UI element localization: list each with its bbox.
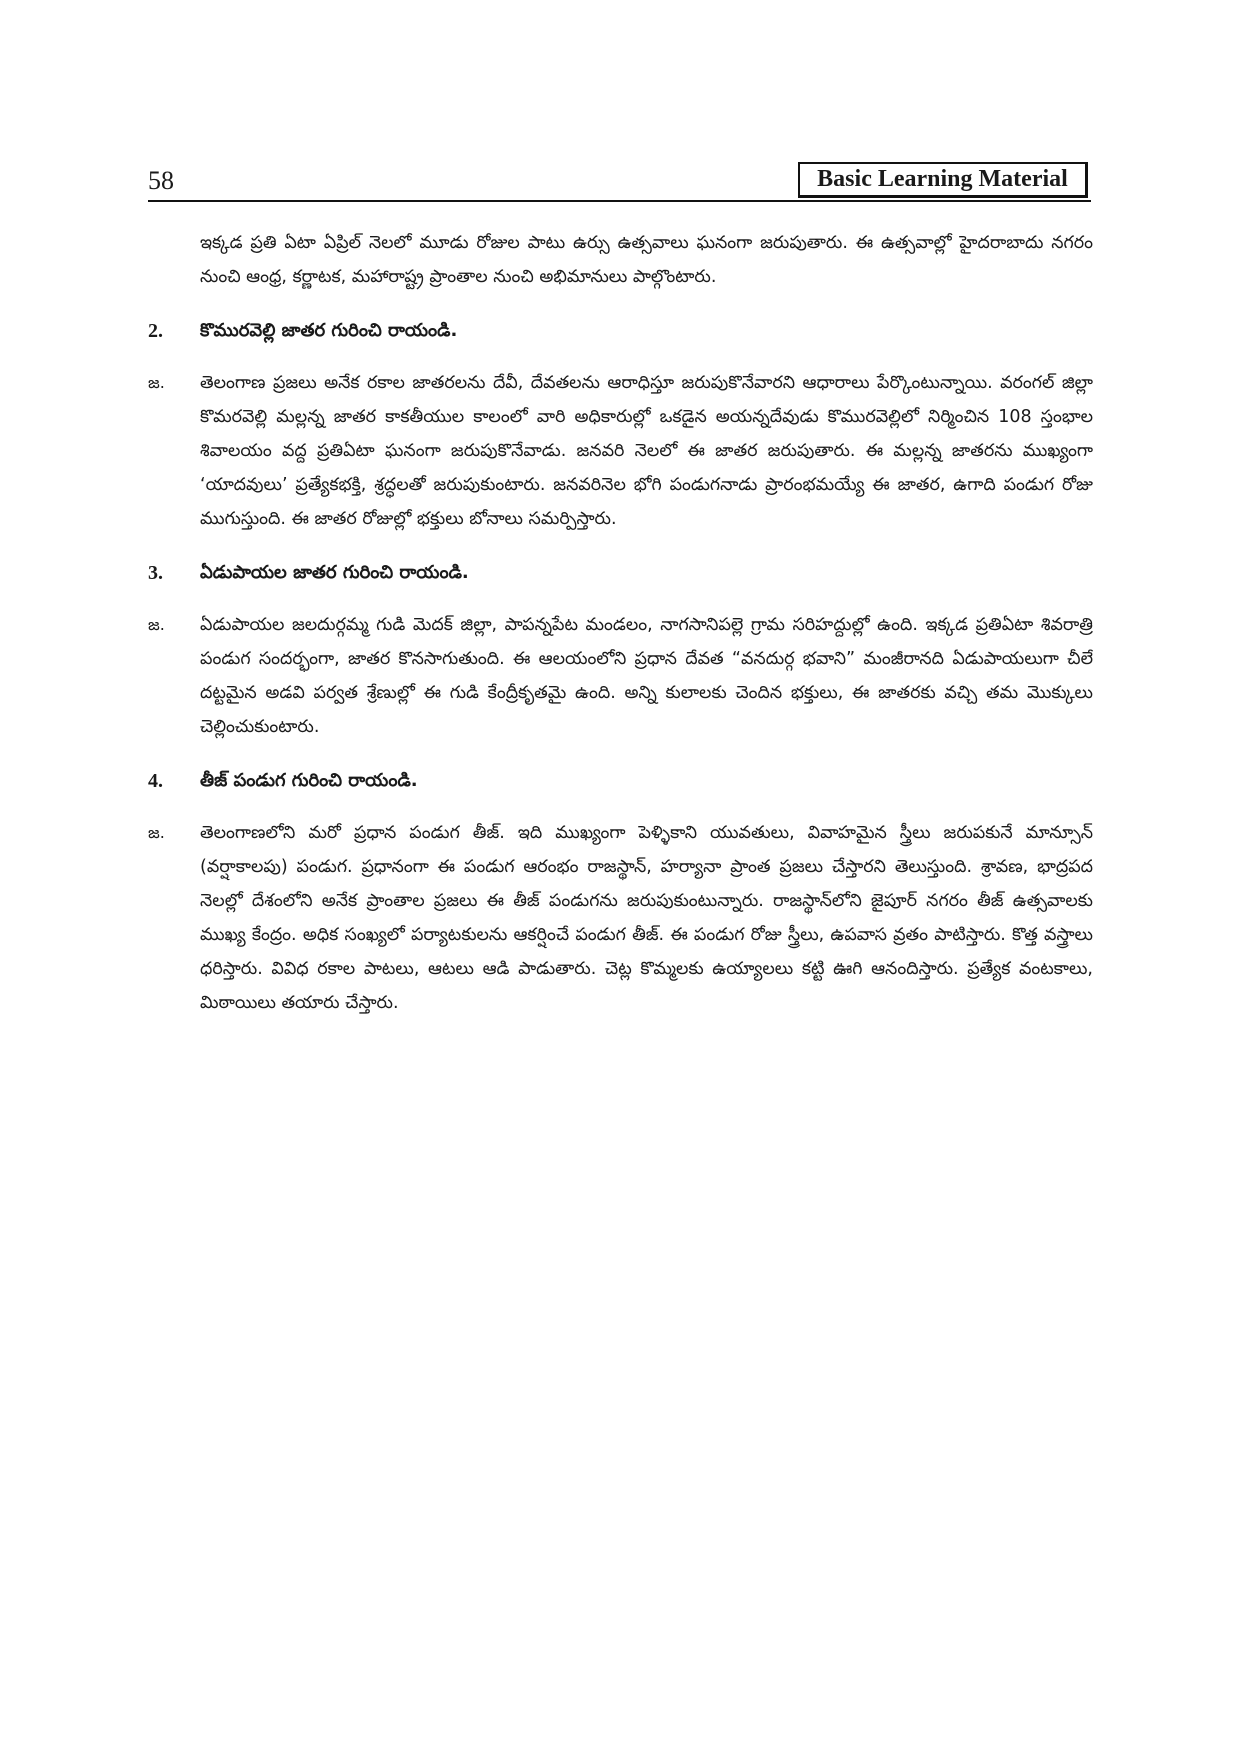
answer-marker: జ. [148, 373, 165, 392]
header-rule [148, 200, 1091, 202]
answer-4 [148, 816, 1093, 1020]
header-title: Basic Learning Material [817, 166, 1068, 192]
answer-text: తెలంగాణలోని మరో ప్రధాన పండుగ తీజ్. ఇది ముఖ్యంగా పెళ్ళికాని యువతులు, వివాహమైన స్త్రీలు జరుపకునే మాన్సూన్ (వర్షాకాలపు) పండుగ. ప్రధానంగా ఈ పండుగ ఆరంభం రాజస్థాన్, హర్యానా ప్రాంత ప్రజలు చేస్తారని తెలుస్తుంది. శ్రావణ, భాద్రపద నెలల్లో దేశంలోని అనేక ప్రాంతాల ప్రజలు ఈ తీజ్ పండుగను జరుపుకుంటున్నారు. రాజస్థాన్‌లోని జైపూర్ నగరం తీజ్ ఉత్సవాలకు ముఖ్య కేంద్రం. అధిక సంఖ్యలో పర్యాటకులను ఆకర్షించే పండుగ తీజ్. ఈ పండుగ రోజు స్త్రీలు, ఉపవాస వ్రతం పాటిస్తారు. కొత్త వస్త్రాలు ధరిస్తారు. వివిధ రకాల పాటలు, ఆటలు ఆడి పాడుతారు. చెట్ల కొమ్మలకు ఉయ్యాలలు కట్టి ఊగి ఆనందిస్తారు. ప్రత్యేక వంటకాలు, మిఠాయిలు తయారు చేస్తారు. [200, 823, 1093, 1013]
intro-paragraph: ఇక్కడ ప్రతి ఏటా ఏప్రిల్ నెలలో మూడు రోజుల పాటు ఉర్సు ఉత్సవాలు ఘనంగా జరుపుతారు. ఈ ఉత్సవాల్లో హైదరాబాదు నగరం నుంచి ఆంధ్ర, కర్ణాటక, మహారాష్ట్ర ప్రాంతాల నుంచి అభిమానులు పాల్గొంటారు. [200, 233, 1093, 287]
question-2 [148, 314, 1093, 348]
question-number: 4. [148, 770, 163, 792]
question-4 [148, 764, 1093, 798]
page-number: 58 [148, 166, 174, 195]
answer-marker: జ. [148, 823, 165, 842]
answer-2 [148, 366, 1093, 536]
question-number: 2. [148, 320, 163, 342]
question-text: కొమురవెల్లి జాతర గురించి రాయండి. [200, 320, 458, 341]
answer-text: ఏడుపాయల జలదుర్గమ్మ గుడి మెదక్ జిల్లా, పాపన్నపేట మండలం, నాగసానిపల్లె గ్రామ సరిహద్దుల్లో ఉంది. ఇక్కడ ప్రతిఏటా శివరాత్రి పండుగ సందర్భంగా, జాతర కొనసాగుతుంది. ఈ ఆలయంలోని ప్రధాన దేవత “వనదుర్గ భవాని” మంజీరానది ఏడుపాయలుగా చీలే దట్టమైన అడవి పర్వత శ్రేణుల్లో ఈ గుడి కేంద్రీకృతమై ఉంది. అన్ని కులాలకు చెందిన భక్తులు, ఈ జాతరకు వచ్చి తమ మొక్కులు చెల్లించుకుంటారు. [200, 615, 1093, 737]
header-title-box [798, 162, 1088, 198]
question-text: తీజ్ పండుగ గురించి రాయండి. [200, 770, 418, 791]
question-text: ఏడుపాయల జాతర గురించి రాయండి. [200, 562, 469, 583]
answer-3 [148, 608, 1093, 744]
answer-text: తెలంగాణ ప్రజలు అనేక రకాల జాతరలను దేవీ, దేవతలను ఆరాధిస్తూ జరుపుకొనేవారని ఆధారాలు పేర్కొంటున్నాయి. వరంగల్ జిల్లా కొమరవెల్లి మల్లన్న జాతర కాకతీయుల కాలంలో వారి అధికారుల్లో ఒకడైన అయన్నదేవుడు కొమురవెల్లిలో నిర్మించిన 108 స్తంభాల శివాలయం వద్ద ప్రతిఏటా ఘనంగా జరుపుకొనేవాడు. జనవరి నెలలో ఈ జాతర జరుపుతారు. ఈ మల్లన్న జాతరను ముఖ్యంగా ‘యాదవులు’ ప్రత్యేకభక్తి, శ్రద్ధలతో జరుపుకుంటారు. జనవరినెల భోగి పండుగనాడు ప్రారంభమయ్యే ఈ జాతర, ఉగాది పండుగ రోజు ముగుస్తుంది. ఈ జాతర రోజుల్లో భక్తులు బోనాలు సమర్పిస్తారు. [200, 373, 1093, 529]
page-content [148, 226, 1093, 1020]
question-number: 3. [148, 562, 163, 584]
answer-marker: జ. [148, 615, 165, 634]
question-3 [148, 556, 1093, 590]
